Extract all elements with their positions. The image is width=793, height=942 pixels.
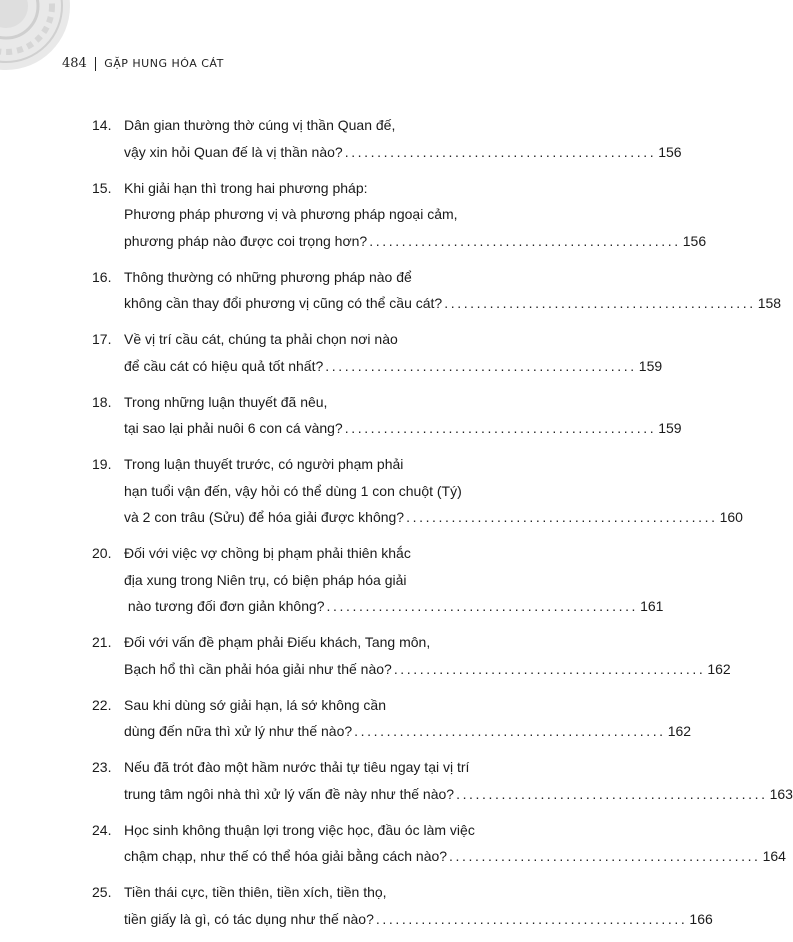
toc-entry-number: 17. [92,331,112,347]
toc-page-number: 156 [682,232,707,249]
toc-entry-number: 20. [92,545,112,561]
toc-entry-number: 14. [92,117,112,133]
dot-leader: ................................................ [393,660,706,677]
toc-page-number: 159 [638,357,663,374]
dot-leader: ................................................ [444,295,756,311]
toc-entry-number: 24. [92,821,112,838]
book-title: GẶP HUNG HÓA CÁT [104,57,224,70]
toc-entry-line: Phương pháp phương vị và phương pháp ngoại cảm, [124,206,458,222]
toc-entry-body [124,451,743,531]
toc-entry-number: 18. [92,393,112,410]
toc-entry-line: Trong những luận thuyết đã nêu, [124,393,328,410]
dot-leader: ................................................ [449,848,761,864]
toc-entry-line: dùng đến nữa thì xử lý như thế nào? [124,723,353,739]
dot-leader: ................................................ [406,509,718,525]
toc-entry-number: 25. [92,884,112,900]
toc-entry-line: hạn tuổi vận đến, vậy hỏi có thể dùng 1 con chuột (Tý) [124,482,462,499]
toc-entry [92,389,682,442]
toc-entry-line: Sau khi dùng sớ giải hạn, lá sớ không cần [124,696,386,713]
toc-entry-line: Học sinh không thuận lợi trong việc học, đầu óc làm việc [124,821,475,838]
toc-entry [92,264,782,317]
toc-entry [92,817,786,870]
toc-page-number: 158 [757,295,782,311]
toc-entry-body [124,264,781,317]
toc-entry-last-line [124,228,706,255]
toc-entry [92,629,731,682]
toc-entry-body [124,326,662,379]
toc-entry-body [124,629,731,682]
toc-entry-line: để cầu cát có hiệu quả tốt nhất? [124,357,324,374]
toc-entry-last-line [124,718,691,745]
toc-entry-last-line [124,504,743,531]
toc-entry-last-line [124,781,793,808]
dot-leader: ................................................ [369,232,681,249]
toc-entry-last-line [124,139,682,166]
toc-entry-line: tiền giấy là gì, có tác dụng như thế nào? [124,910,374,927]
toc-entry-line: Trong luận thuyết trước, có người phạm phải [124,456,404,472]
toc-page-number: 159 [658,420,682,436]
toc-page-number: 163 [769,785,793,802]
toc-page-number: 164 [762,848,786,864]
toc-entry-body [124,175,706,255]
toc-entry-line: và 2 con trâu (Sửu) để hóa giải được không? [124,509,405,525]
toc-entry-last-line [124,415,682,442]
toc-entry-line: không cần thay đổi phương vị cũng có thể cầu cát? [124,295,443,311]
dot-leader: ................................................ [456,785,768,802]
toc-page-number: 162 [667,723,692,739]
toc-entry-number: 21. [92,634,112,650]
toc-entry [92,451,743,531]
toc-entry-last-line [124,290,781,317]
dot-leader: ................................................ [375,910,688,927]
toc-entry-number: 15. [92,179,112,196]
toc-entry [92,754,793,807]
toc-entry-line: Khi giải hạn thì trong hai phương pháp: [124,179,368,196]
dot-leader: ................................................ [325,357,637,374]
toc-entry [92,540,664,620]
header-divider [95,57,96,71]
toc-entry-line: tại sao lại phải nuôi 6 con cá vàng? [124,420,343,436]
dot-leader: ................................................ [344,143,657,160]
toc-entry-line: Bạch hổ thì cần phải hóa giải như thế nào? [124,660,392,677]
toc-entry-last-line [124,906,713,933]
toc-entry-line: chậm chạp, như thế có thể hóa giải bằng cách nào? [124,848,448,864]
toc-page-number: 160 [719,509,743,525]
toc-entry-line: phương pháp nào được coi trọng hơn? [124,232,368,249]
toc-entry-body [124,540,663,620]
toc-entry-number: 22. [92,696,112,713]
toc-entry-body [124,112,682,165]
toc-entry-line: Đối với vấn đề phạm phải Điếu khách, Tang môn, [124,634,431,650]
toc-entry-line: Nếu đã trót đào một hầm nước thải tự tiêu ngay tại vị trí [124,759,470,775]
toc-entry [92,879,713,932]
toc-entry-number: 23. [92,759,112,775]
toc-entry-body [124,879,713,932]
toc-entry-body [124,754,793,807]
toc-page-number: 166 [689,910,713,927]
running-header [62,56,224,71]
toc-entry-last-line [124,656,731,683]
dot-leader: ................................................ [326,598,639,614]
toc-entry [92,112,682,165]
toc-entry-number: 16. [92,268,112,285]
dot-leader: ................................................ [344,420,657,436]
toc-page-number: 162 [707,660,731,677]
toc-entry-number: 19. [92,456,112,472]
toc-page-number: 156 [658,143,682,160]
toc-entry-line: Dân gian thường thờ cúng vị thần Quan đế, [124,117,396,133]
toc-entry-line: Tiền thái cực, tiền thiên, tiền xích, tiền thọ, [124,884,387,900]
toc-entry-line: Đối với việc vợ chồng bị phạm phải thiên khắc [124,545,411,561]
page-number: 484 [62,56,87,71]
toc-entry-line: địa xung trong Niên trụ, có biện pháp hóa giải [124,571,407,588]
toc-entry-line: trung tâm ngôi nhà thì xử lý vấn đề này như thế nào? [124,785,455,802]
toc-entry-line: nào tương đối đơn giản không? [124,598,325,614]
toc-entry-last-line [124,843,786,870]
toc-entry-last-line [124,593,663,620]
toc-entry [92,692,692,745]
toc-entry [92,326,663,379]
toc-entry-line: vậy xin hỏi Quan đế là vị thần nào? [124,143,343,160]
toc-entry-body [124,817,786,870]
toc-page-number: 161 [640,598,664,614]
toc-entry-last-line [124,353,662,380]
toc-entry-line: Thông thường có những phương pháp nào để [124,268,412,285]
toc-entry [92,175,707,255]
toc-entry-body [124,692,691,745]
table-of-contents [92,112,793,942]
toc-entry-line: Về vị trí cầu cát, chúng ta phải chọn nơi nào [124,331,398,347]
toc-entry-body [124,389,682,442]
dot-leader: ................................................ [354,723,666,739]
